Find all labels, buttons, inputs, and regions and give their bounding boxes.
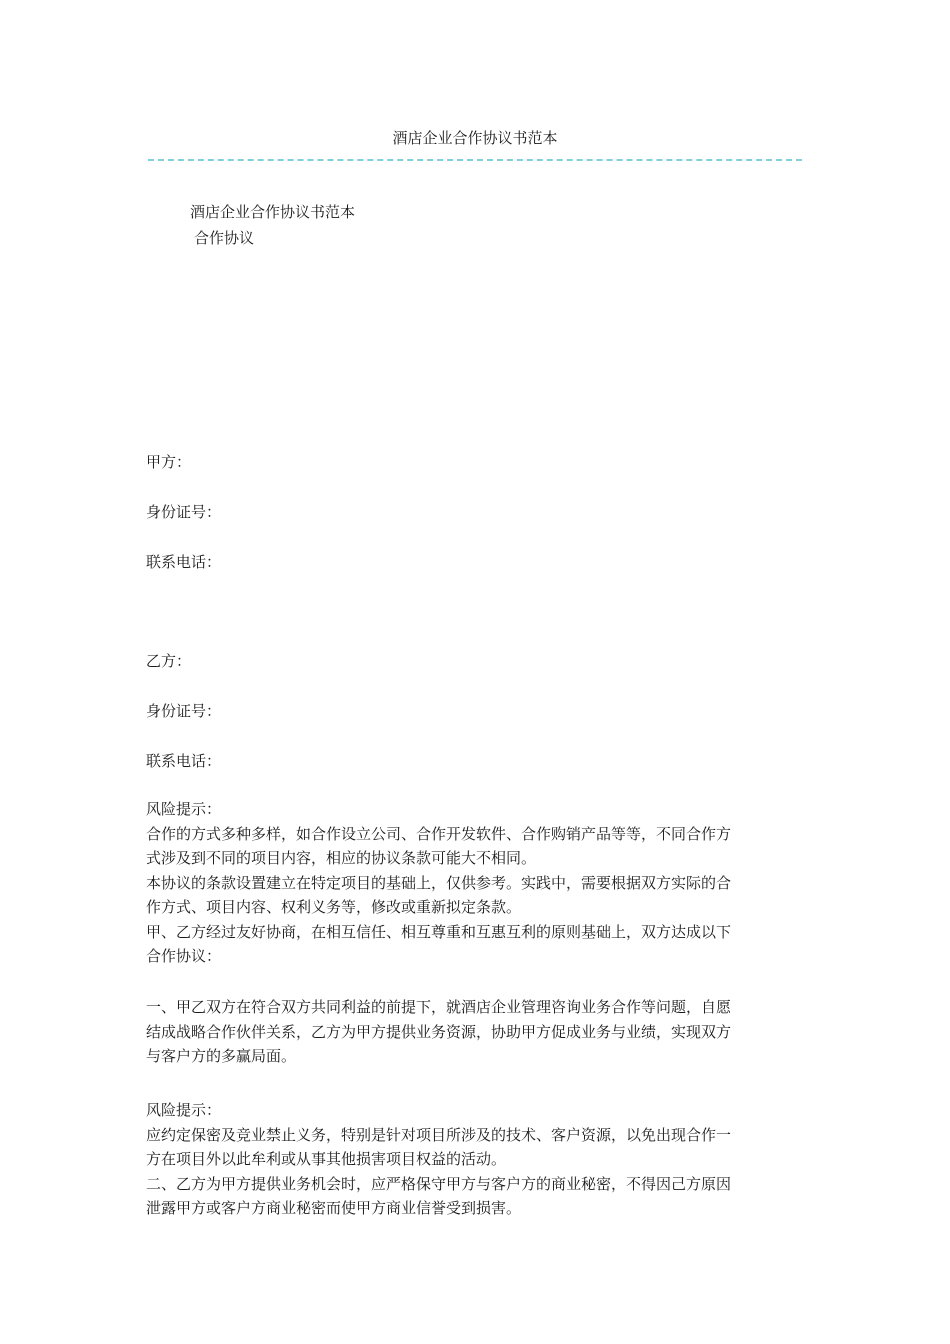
agreement-label: 合作协议	[194, 229, 255, 247]
risk-line: 合作的方式多种多样，如合作设立公司、合作开发软件、合作购销产品等等，不同合作方	[146, 824, 732, 843]
risk-notice-1	[146, 797, 808, 969]
clause-line: 二、乙方为甲方提供业务机会时，应严格保守甲方与客户方的商业秘密，不得因己方原因	[146, 1174, 732, 1193]
clause-line: 与客户方的多赢局面。	[146, 1047, 297, 1065]
clause-1	[146, 995, 808, 1069]
clause-line: 结成战略合作伙伴关系，乙方为甲方提供业务资源，协助甲方促成业务与业绩，实现双方	[146, 1022, 732, 1041]
party-b-phone-label: 联系电话：	[146, 752, 222, 770]
party-b-id-label: 身份证号：	[146, 702, 222, 720]
risk-line: 式涉及到不同的项目内容，相应的协议条款可能大不相同。	[146, 849, 537, 867]
party-a-phone-label: 联系电话：	[146, 553, 222, 571]
header-title: 酒店企业合作协议书范本	[392, 129, 558, 147]
party-b-name-label: 乙方：	[146, 652, 192, 670]
risk-notice-2	[146, 1098, 808, 1221]
risk-line: 应约定保密及竞业禁止义务，特别是针对项目所涉及的技术、客户资源，以免出现合作一	[146, 1125, 732, 1144]
clause-line: 泄露甲方或客户方商业秘密而使甲方商业信誉受到损害。	[146, 1199, 522, 1217]
risk-line: 合作协议：	[146, 947, 222, 965]
party-a-name-label: 甲方：	[146, 453, 192, 471]
header-divider	[148, 159, 802, 161]
risk-heading: 风险提示：	[146, 1101, 222, 1119]
risk-line: 作方式、项目内容、权利义务等，修改或重新拟定条款。	[146, 898, 522, 916]
party-a-id-label: 身份证号：	[146, 503, 222, 521]
risk-line: 本协议的条款设置建立在特定项目的基础上，仅供参考。实践中，需要根据双方实际的合	[146, 873, 732, 892]
document-subtitle: 酒店企业合作协议书范本	[190, 203, 356, 221]
clause-line: 一、甲乙双方在符合双方共同利益的前提下，就酒店企业管理咨询业务合作等问题，自愿	[146, 998, 732, 1016]
risk-heading: 风险提示：	[146, 800, 222, 818]
risk-line: 甲、乙方经过友好协商，在相互信任、相互尊重和互惠互利的原则基础上，双方达成以下	[146, 922, 732, 941]
risk-line: 方在项目外以此牟利或从事其他损害项目权益的活动。	[146, 1150, 507, 1168]
